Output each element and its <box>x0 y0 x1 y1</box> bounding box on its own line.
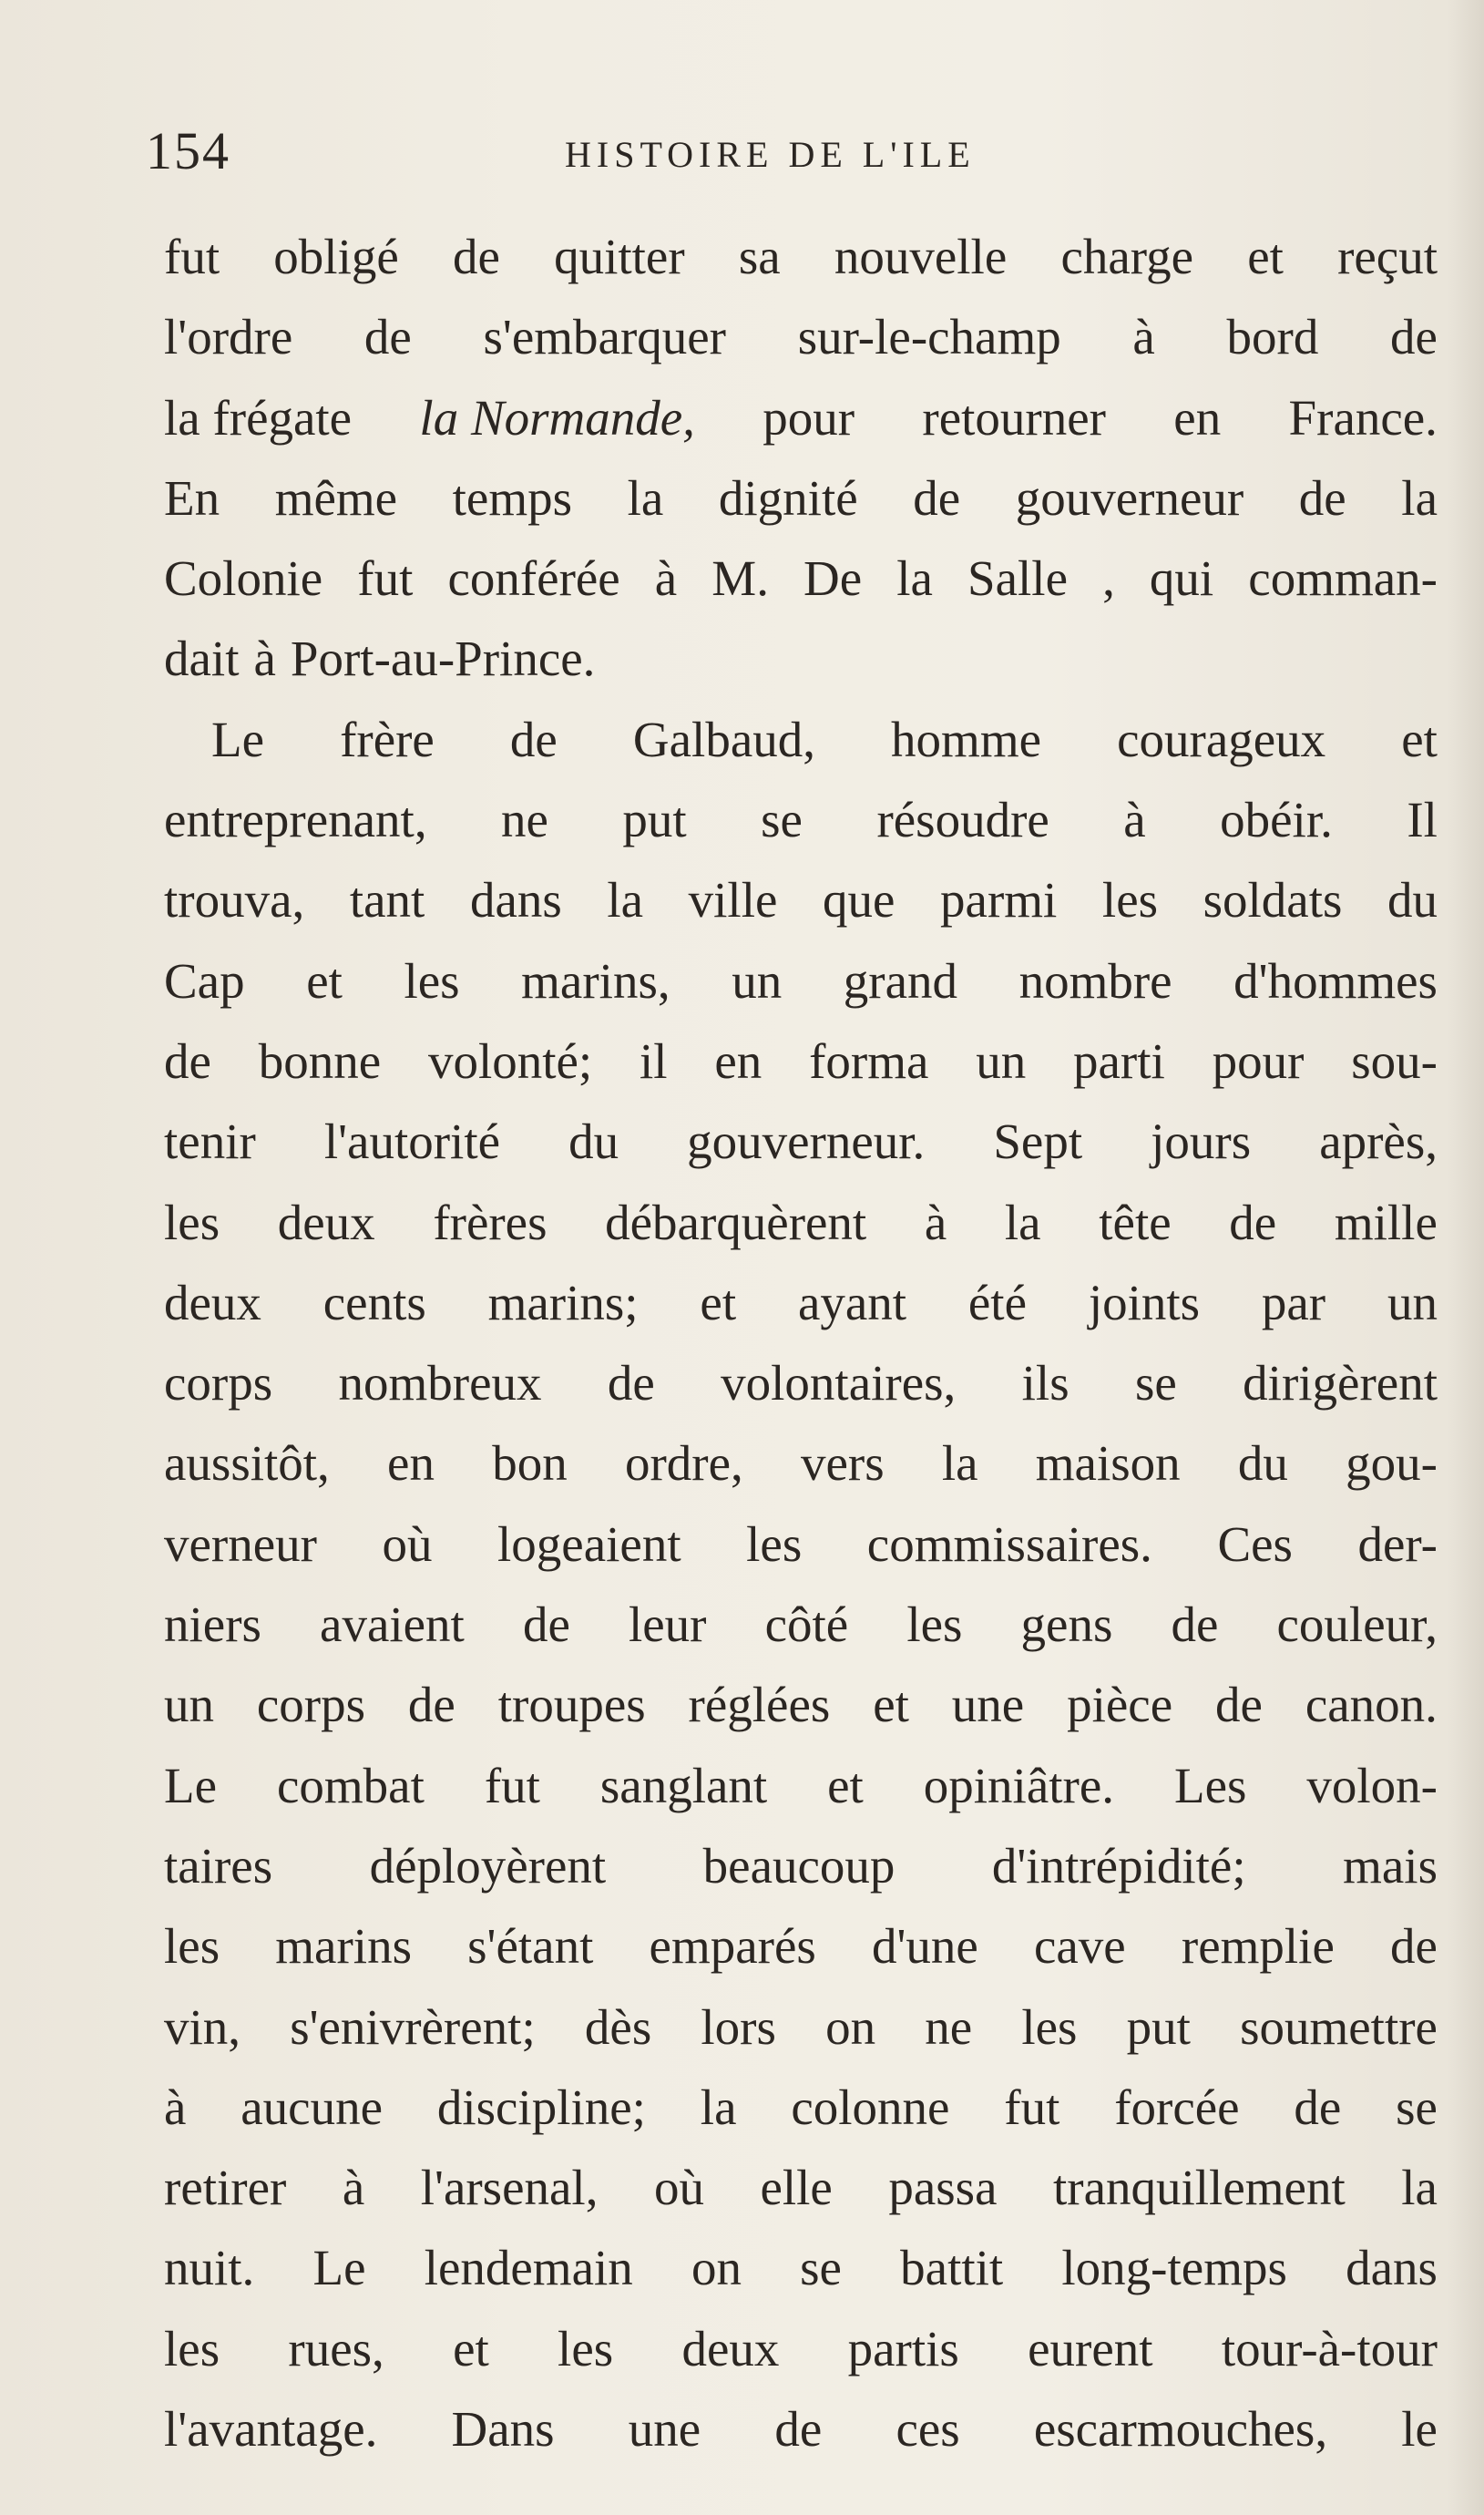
word: temps <box>452 469 573 526</box>
word: retourner <box>922 389 1106 446</box>
word: der- <box>1357 1515 1438 1572</box>
word: volontaires, <box>721 1355 957 1411</box>
word: les <box>1021 1998 1078 2055</box>
text-line <box>164 700 1438 780</box>
word: Le <box>164 1757 218 1813</box>
word: colonne <box>791 2079 950 2135</box>
word: la <box>1401 469 1438 526</box>
word: il <box>640 1032 668 1089</box>
text-line <box>164 1826 1438 1906</box>
word: dans <box>1346 2240 1438 2296</box>
word: un <box>1387 1274 1438 1330</box>
word: ville <box>688 872 778 929</box>
word: la <box>700 2079 737 2135</box>
text-line <box>164 1343 1438 1423</box>
word: côté <box>764 1596 849 1653</box>
word: dirigèrent <box>1243 1355 1438 1411</box>
text-line <box>164 1746 1438 1826</box>
word: et <box>1401 711 1438 767</box>
word: même <box>274 469 398 526</box>
word: qui <box>1149 550 1214 607</box>
word: gouverneur <box>1015 469 1244 526</box>
word: avaient <box>320 1596 465 1653</box>
word: sou- <box>1351 1032 1438 1089</box>
word: la <box>1004 1194 1041 1250</box>
word: les <box>164 1194 220 1250</box>
text-line <box>164 1665 1438 1745</box>
word: dignité <box>718 469 858 526</box>
word: une <box>628 2401 701 2458</box>
word: grand <box>843 952 957 1009</box>
word: cents <box>322 1274 426 1330</box>
word: maison <box>1035 1435 1181 1492</box>
word: trouva, <box>164 872 305 929</box>
word: de <box>1171 1596 1219 1653</box>
word: de <box>1298 469 1346 526</box>
word: aussitôt, <box>164 1435 330 1492</box>
text-line <box>164 2068 1438 2148</box>
text-line <box>164 1504 1438 1585</box>
word: tour-à-tour <box>1221 2320 1438 2376</box>
word: soldats <box>1203 872 1343 929</box>
text-line <box>164 1423 1438 1504</box>
word: deux <box>277 1194 375 1250</box>
text-line <box>164 1102 1438 1182</box>
word: troupes <box>497 1677 646 1733</box>
word: soumettre <box>1240 1998 1438 2055</box>
text-line <box>164 2148 1438 2228</box>
word: se <box>1396 2079 1438 2135</box>
text-line <box>164 619 1438 699</box>
word: et <box>453 2320 489 2376</box>
word: un <box>732 952 783 1009</box>
word: discipline; <box>436 2079 646 2135</box>
word: du <box>1237 1435 1288 1492</box>
word: joints <box>1088 1274 1201 1330</box>
text-line <box>164 458 1438 539</box>
word: vin, <box>164 1998 241 2055</box>
word: en <box>714 1032 762 1089</box>
word: De <box>803 550 863 607</box>
word: on <box>825 1998 876 2055</box>
word: put <box>622 792 687 848</box>
word: où <box>653 2160 704 2216</box>
text-line <box>164 1263 1438 1343</box>
word: s'étant <box>467 1918 594 1975</box>
text-line <box>164 378 1438 458</box>
word: la Normande, <box>419 389 695 446</box>
word: du <box>1387 872 1438 929</box>
word: de <box>1390 1918 1438 1975</box>
word: été <box>967 1274 1027 1330</box>
word: la <box>607 872 644 929</box>
word: en <box>387 1435 435 1492</box>
word: les <box>1101 872 1159 929</box>
word: deux <box>681 2320 780 2376</box>
word: bonne <box>258 1032 382 1089</box>
word: commissaires. <box>866 1515 1152 1572</box>
word: frères <box>433 1194 548 1250</box>
word: parti <box>1073 1032 1165 1089</box>
word: fut <box>357 550 414 607</box>
word: s'embarquer <box>483 309 726 365</box>
word: obligé <box>273 229 399 284</box>
word: escarmouches, <box>1033 2401 1328 2458</box>
word: charge <box>1060 229 1193 284</box>
word: sanglant <box>599 1757 768 1813</box>
word: une <box>951 1677 1025 1733</box>
text-line <box>164 2309 1438 2389</box>
word: corps <box>256 1677 366 1733</box>
word: de <box>452 229 500 284</box>
word: deux <box>164 1274 261 1330</box>
word: courageux <box>1117 711 1326 767</box>
word: à <box>654 550 678 607</box>
word: fut <box>484 1757 540 1813</box>
word: où <box>382 1515 433 1572</box>
word: nombreux <box>338 1355 542 1411</box>
word: le <box>1401 2401 1438 2458</box>
word: dès <box>584 1998 652 2055</box>
word: les <box>558 2320 614 2376</box>
word: Le <box>312 2240 366 2296</box>
word: mille <box>1334 1194 1438 1250</box>
word: débarquèrent <box>605 1194 867 1250</box>
word: emparés <box>649 1918 816 1975</box>
page-number: 154 <box>146 121 230 180</box>
word: ils <box>1021 1355 1070 1411</box>
text-line <box>164 1183 1438 1263</box>
word: la <box>1401 2160 1438 2216</box>
word: canon. <box>1305 1677 1438 1733</box>
word: parmi <box>940 872 1058 929</box>
word: à <box>1132 309 1155 365</box>
word: obéir. <box>1220 792 1333 848</box>
word: de <box>1294 2079 1342 2135</box>
word: marins; <box>487 1274 639 1330</box>
word: résoudre <box>876 792 1049 848</box>
word: put <box>1126 1998 1191 2055</box>
word: la <box>896 550 933 607</box>
word: couleur, <box>1276 1596 1438 1653</box>
word: remplie <box>1181 1918 1335 1975</box>
page-header <box>146 120 1439 184</box>
word: d'intrépidité; <box>991 1837 1246 1894</box>
word: déployèrent <box>369 1837 607 1894</box>
word: un <box>164 1677 214 1733</box>
word: M. <box>711 550 769 607</box>
text-line <box>164 1021 1438 1102</box>
word: et <box>700 1274 737 1330</box>
word: pour <box>762 389 855 446</box>
word: verneur <box>164 1515 317 1572</box>
word: les <box>746 1515 803 1572</box>
word: France. <box>1288 389 1438 446</box>
word: long-temps <box>1061 2240 1287 2296</box>
word: les <box>906 1596 963 1653</box>
running-head: HISTOIRE DE L'ILE <box>565 134 976 175</box>
word: pour <box>1212 1032 1305 1089</box>
word: cave <box>1033 1918 1126 1975</box>
word: Port-au-Prince. <box>290 631 596 687</box>
word: du <box>568 1114 619 1170</box>
word: l'avantage. <box>164 2401 378 2458</box>
word: l'arsenal, <box>420 2160 599 2216</box>
word: Salle <box>967 550 1069 607</box>
word: la <box>627 469 664 526</box>
word: en <box>1173 389 1222 446</box>
text-line <box>164 539 1438 619</box>
word: En <box>164 469 220 526</box>
word: rues, <box>288 2320 384 2376</box>
word: partis <box>847 2320 959 2376</box>
word: gens <box>1020 1596 1113 1653</box>
word: marins, <box>521 952 670 1009</box>
word: se <box>1134 1355 1177 1411</box>
word: Sept <box>993 1114 1083 1170</box>
word: de <box>774 2401 823 2458</box>
word: et <box>827 1757 864 1813</box>
word: et <box>873 1677 909 1733</box>
word: on <box>691 2240 742 2296</box>
word: un <box>976 1032 1027 1089</box>
word: nouvelle <box>834 229 1008 284</box>
word: gouverneur. <box>687 1114 926 1170</box>
word: quitter <box>554 229 685 284</box>
word: eurent <box>1028 2320 1153 2376</box>
word: et <box>306 952 343 1009</box>
text-line <box>164 2228 1438 2308</box>
word: les <box>404 952 460 1009</box>
word: retirer <box>164 2160 287 2216</box>
word: Cap <box>164 952 245 1009</box>
word: de <box>363 309 412 365</box>
word: ayant <box>797 1274 907 1330</box>
word: frère <box>340 711 435 767</box>
word: tenir <box>164 1114 256 1170</box>
word: nombre <box>1018 952 1172 1009</box>
word: forcée <box>1114 2079 1240 2135</box>
word: Le <box>211 711 265 767</box>
word: homme <box>891 711 1042 767</box>
word: à <box>1123 792 1146 848</box>
word: sur-le-champ <box>797 309 1061 365</box>
word: s'enivrèrent; <box>290 1998 536 2055</box>
word: Les <box>1173 1757 1247 1813</box>
word: à <box>253 631 276 687</box>
word: à <box>164 2079 187 2135</box>
text-line <box>164 2389 1438 2469</box>
word: tête <box>1099 1194 1172 1250</box>
word: de <box>1390 309 1438 365</box>
text-line <box>164 860 1438 940</box>
word: lors <box>701 1998 776 2055</box>
word: entreprenant, <box>164 792 427 848</box>
word: de <box>1229 1194 1277 1250</box>
word: de <box>509 711 558 767</box>
word: de <box>1215 1677 1263 1733</box>
word: mais <box>1343 1837 1438 1894</box>
word: dans <box>469 872 562 929</box>
word: vers <box>800 1435 885 1492</box>
word: tranquillement <box>1052 2160 1346 2216</box>
word: reçut <box>1337 229 1438 284</box>
word: se <box>761 792 803 848</box>
word: opiniâtre. <box>923 1757 1115 1813</box>
text-line <box>164 297 1438 377</box>
text-line <box>164 1585 1438 1665</box>
word: marins <box>275 1918 412 1975</box>
word: la <box>941 1435 978 1492</box>
word: d'une <box>871 1918 978 1975</box>
body-text <box>164 217 1438 2469</box>
word: sa <box>738 229 781 284</box>
text-line <box>164 1906 1438 1986</box>
word: Il <box>1407 792 1438 848</box>
word: elle <box>760 2160 833 2216</box>
word: beaucoup <box>702 1837 896 1894</box>
word: que <box>823 872 896 929</box>
word: par <box>1261 1274 1326 1330</box>
word: la frégate <box>164 389 353 446</box>
word: à <box>924 1194 947 1250</box>
word: volonté; <box>427 1032 593 1089</box>
word: ces <box>896 2401 960 2458</box>
word: d'hommes <box>1233 952 1438 1009</box>
word: l'autorité <box>323 1114 501 1170</box>
word: se <box>800 2240 842 2296</box>
word: fut <box>1004 2079 1060 2135</box>
word: bon <box>492 1435 568 1492</box>
word: leur <box>628 1596 707 1653</box>
text-line <box>164 941 1438 1021</box>
page-edge-shading <box>1448 0 1484 2515</box>
word: de <box>407 1677 455 1733</box>
word: ne <box>501 792 548 848</box>
word: nuit. <box>164 2240 255 2296</box>
word: niers <box>164 1596 261 1653</box>
word: l'ordre <box>164 309 293 365</box>
word: ordre, <box>624 1435 743 1492</box>
word: taires <box>164 1837 273 1894</box>
word: pièce <box>1067 1677 1173 1733</box>
word: , <box>1102 550 1115 607</box>
word: volon- <box>1306 1757 1438 1813</box>
word: Ces <box>1217 1515 1293 1572</box>
word: fut <box>164 229 220 284</box>
word: à <box>342 2160 365 2216</box>
text-line <box>164 217 1438 297</box>
word: combat <box>276 1757 425 1813</box>
word: et <box>1247 229 1284 284</box>
word: passa <box>888 2160 998 2216</box>
word: dait <box>164 631 240 687</box>
word: gou- <box>1346 1435 1438 1492</box>
text-line <box>164 780 1438 860</box>
word: ne <box>925 1998 973 2055</box>
word: tant <box>349 872 425 929</box>
word: logeaient <box>497 1515 681 1572</box>
word: bord <box>1226 309 1319 365</box>
word: réglées <box>688 1677 831 1733</box>
text-line <box>164 1987 1438 2068</box>
word: comman- <box>1248 550 1438 607</box>
word: Dans <box>451 2401 555 2458</box>
word: corps <box>164 1355 273 1411</box>
word: aucune <box>241 2079 383 2135</box>
word: jours <box>1151 1114 1252 1170</box>
word: de <box>164 1032 211 1089</box>
word: battit <box>900 2240 1004 2296</box>
word: lendemain <box>424 2240 633 2296</box>
word: conférée <box>447 550 620 607</box>
word: les <box>164 1918 220 1975</box>
word: de <box>913 469 961 526</box>
word: après, <box>1319 1114 1438 1170</box>
word: les <box>164 2320 220 2376</box>
word: Galbaud, <box>632 711 815 767</box>
word: de <box>522 1596 570 1653</box>
word: Colonie <box>164 550 323 607</box>
word: de <box>607 1355 655 1411</box>
word: forma <box>809 1032 929 1089</box>
